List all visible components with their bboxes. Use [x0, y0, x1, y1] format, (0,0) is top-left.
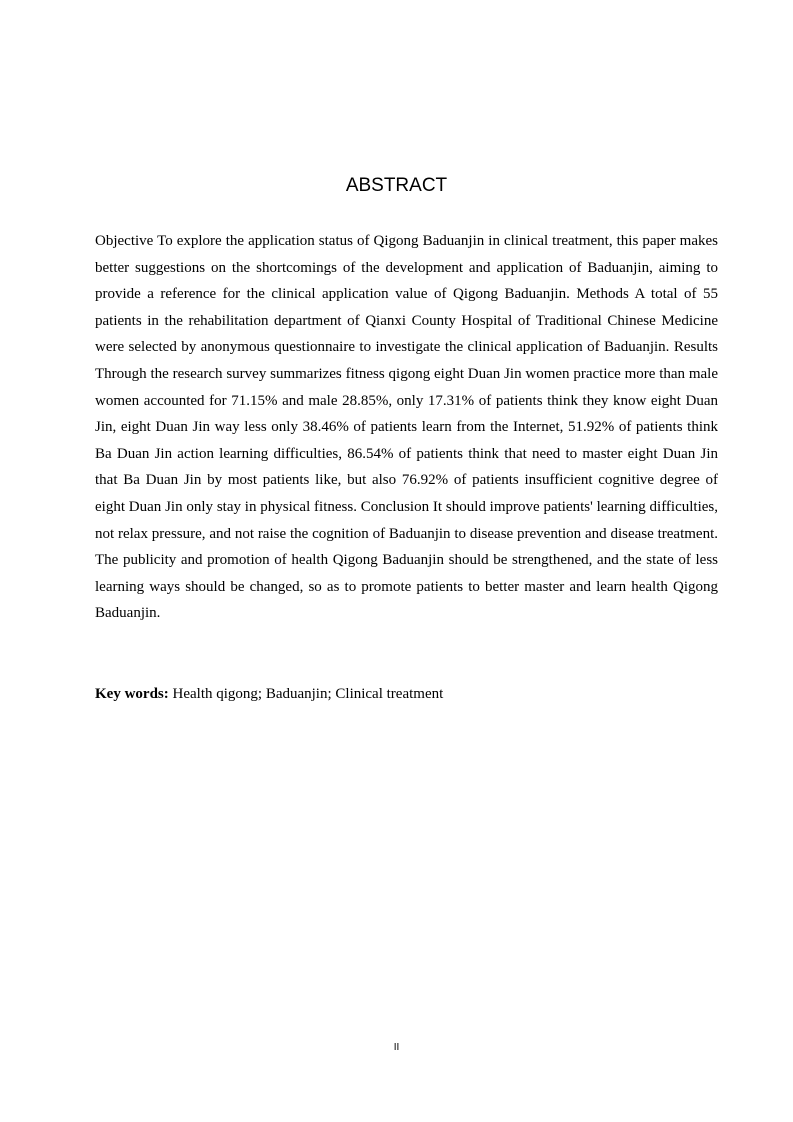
- abstract-body: Objective To explore the application status of Qigong Baduanjin in clinical treatment, this paper makes better suggestions on the shortcomings of the development and application of Baduanjin, aiming to provide a reference for the clinical application value of Qigong Baduanjin. Methods A total of 55 patients in the rehabilitation department of Qianxi County Hospital of Traditional Chinese Medicine were selected by anonymous questionnaire to investigate the clinical application of Baduanjin. Results Through the research survey summarizes fitness qigong eight Duan Jin women practice more than male women accounted for 71.15% and male 28.85%, only 17.31% of patients think they know eight Duan Jin, eight Duan Jin way less only 38.46% of patients learn from the Internet, 51.92% of patients think Ba Duan Jin action learning difficulties, 86.54% of patients think that need to master eight Duan Jin that Ba Duan Jin by most patients like, but also 76.92% of patients insufficient cognitive degree of eight Duan Jin only stay in physical fitness. Conclusion It should improve patients' learning difficulties, not relax pressure, and not raise the cognition of Baduanjin to disease prevention and disease treatment. The publicity and promotion of health Qigong Baduanjin should be strengthened, and the state of less learning ways should be changed, so as to promote patients to better master and learn health Qigong Baduanjin.: [95, 233, 718, 622]
- page-number: II: [393, 1042, 400, 1053]
- keywords-line: [95, 681, 718, 707]
- keywords-label: Key words:: [95, 686, 169, 702]
- abstract-heading: ABSTRACT: [345, 175, 448, 196]
- keywords-value: Health qigong; Baduanjin; Clinical treatment: [168, 686, 444, 702]
